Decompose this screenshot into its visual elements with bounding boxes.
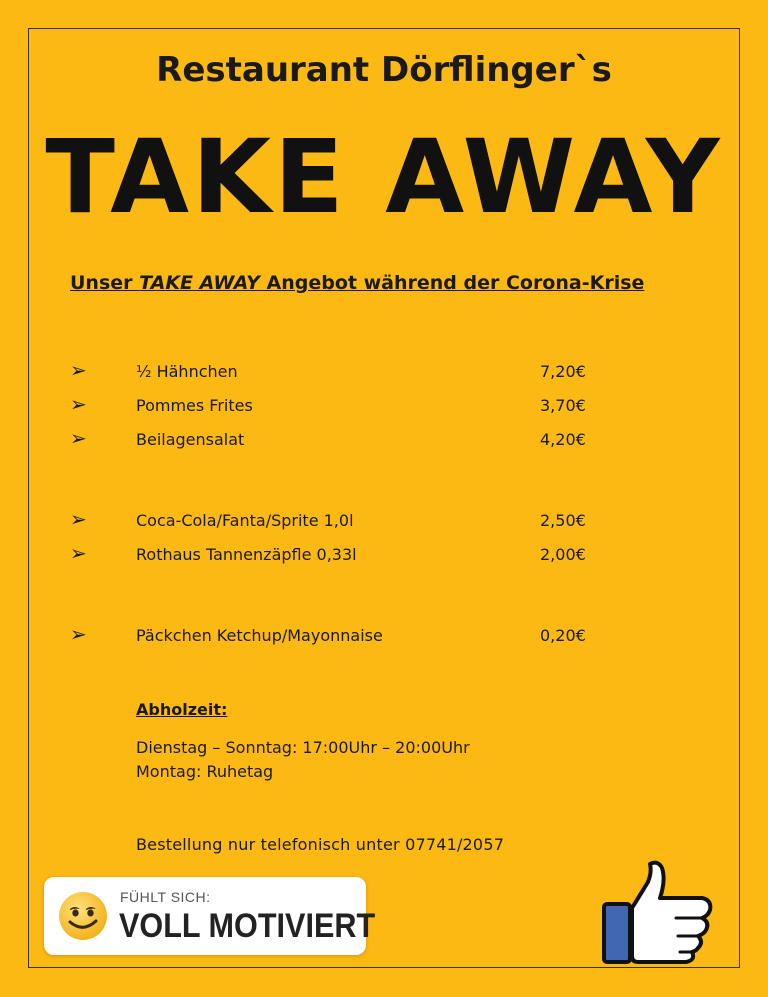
menu-item-price: 7,20€	[540, 362, 586, 381]
subtitle-prefix: Unser	[70, 272, 140, 294]
restaurant-name: Restaurant Dörflinger`s	[156, 50, 612, 90]
menu-item-price: 0,20€	[540, 626, 586, 645]
menu-item	[0, 394, 768, 422]
thumbs-up-icon	[598, 858, 718, 968]
menu-item-price: 3,70€	[540, 396, 586, 415]
menu-item-price: 4,20€	[540, 430, 586, 449]
menu-item-name: Coca-Cola/Fanta/Sprite 1,0l	[136, 511, 354, 530]
feeling-mood: VOLL MOTIVIERT	[119, 907, 376, 945]
menu-item-name: Rothaus Tannenzäpfle 0,33l	[136, 545, 357, 564]
pickup-hours: Dienstag – Sonntag: 17:00Uhr – 20:00Uhr	[136, 738, 470, 757]
menu-item-name: Päckchen Ketchup/Mayonnaise	[136, 626, 383, 645]
smiley-icon	[58, 891, 108, 941]
subtitle-emphasis: TAKE AWAY	[139, 272, 260, 294]
arrow-bullet-icon: ➢	[70, 392, 87, 416]
arrow-bullet-icon: ➢	[70, 426, 87, 450]
menu-item-price: 2,50€	[540, 511, 586, 530]
order-note: Bestellung nur telefonisch unter 07741/2057	[136, 835, 505, 854]
menu-item	[0, 509, 768, 537]
menu-item-name: Beilagensalat	[136, 430, 245, 449]
arrow-bullet-icon: ➢	[70, 622, 87, 646]
subtitle-suffix: Angebot während der Corona-Krise	[259, 272, 645, 294]
closed-day: Montag: Ruhetag	[136, 762, 274, 781]
headline: TAKE AWAY	[45, 118, 723, 237]
pickup-title: Abholzeit:	[136, 700, 228, 719]
menu-item-price: 2,00€	[540, 545, 586, 564]
menu-item	[0, 624, 768, 652]
menu-item-name: ½ Hähnchen	[136, 362, 238, 381]
feeling-label: FÜHLT SICH:	[120, 889, 211, 905]
menu-item	[0, 428, 768, 456]
arrow-bullet-icon: ➢	[70, 541, 87, 565]
menu-item-name: Pommes Frites	[136, 396, 253, 415]
arrow-bullet-icon: ➢	[70, 358, 87, 382]
feeling-badge	[44, 877, 376, 955]
arrow-bullet-icon: ➢	[70, 507, 87, 531]
offer-subtitle	[70, 272, 644, 294]
menu-item	[0, 543, 768, 571]
menu-item	[0, 360, 768, 388]
